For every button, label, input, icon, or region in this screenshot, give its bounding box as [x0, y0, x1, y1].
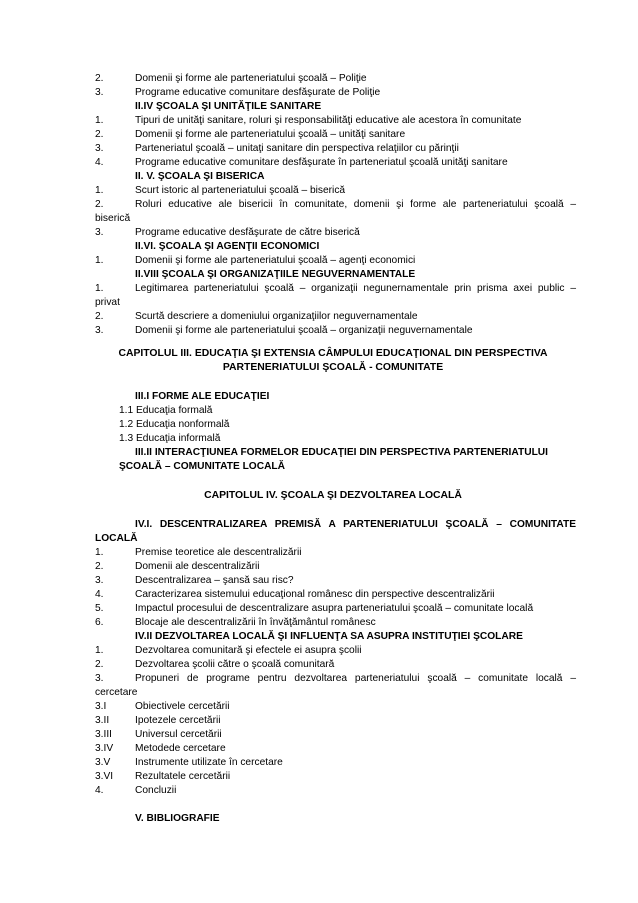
toc-text: Metodede cercetare — [135, 743, 226, 754]
toc-text: Domenii ale descentralizării — [135, 561, 260, 572]
toc-number: 3. — [95, 673, 104, 684]
section-heading: III.II INTERACŢIUNEA FORMELOR EDUCAŢIEI DIN PERSPECTIVA PARTENERIATULUI — [135, 447, 548, 458]
toc-text: Dezvoltarea comunitară şi efectele ei asupra şcolii — [135, 645, 362, 656]
chapter-title: CAPITOLUL III. EDUCAŢIA ŞI EXTENSIA CÂMPULUI EDUCAŢIONAL DIN PERSPECTIVA — [118, 348, 548, 359]
toc-number: 3.V — [95, 757, 111, 768]
toc-number: 2. — [95, 659, 104, 670]
toc-text: Obiectivele cercetării — [135, 701, 230, 712]
chapter-title: PARTENERIATULUI ŞCOALĂ - COMUNITATE — [222, 362, 444, 373]
chapter-title: CAPITOLUL IV. ŞCOALA ŞI DEZVOLTAREA LOCALĂ — [204, 490, 462, 501]
toc-text: Domenii şi forme ale parteneriatului şcoală – agenţi economici — [135, 255, 416, 266]
toc-text: 1.2 Educaţia nonformală — [119, 419, 230, 430]
section-heading: III.I FORME ALE EDUCAŢIEI — [135, 391, 270, 402]
toc-text: Ipotezele cercetării — [135, 715, 221, 726]
toc-number: 1. — [95, 115, 104, 126]
toc-text: 1.1 Educaţia formală — [119, 405, 213, 416]
toc-number: 3.I — [95, 701, 107, 712]
toc-number: 2. — [95, 199, 104, 210]
section-heading: II.VI. ŞCOALA ŞI AGENŢII ECONOMICI — [135, 241, 320, 252]
toc-text: Descentralizarea – şansă sau risc? — [135, 575, 294, 586]
toc-text: Scurt istoric al parteneriatului şcoală – biserică — [135, 185, 346, 196]
bibliography-heading: V. BIBLIOGRAFIE — [135, 813, 220, 824]
toc-number: 3.III — [95, 729, 112, 740]
section-heading: IV.II DEZVOLTAREA LOCALĂ ŞI INFLUENŢA SA ASUPRA INSTITUŢIEI ŞCOLARE — [135, 631, 523, 642]
toc-text: Parteneriatul şcoală – unitaţi sanitare din perspectiva relaţiilor cu părinţii — [135, 143, 459, 154]
toc-number: 2. — [95, 73, 104, 84]
section-heading: LOCALĂ — [95, 533, 138, 544]
toc-number: 3.IV — [95, 743, 114, 754]
toc-number: 2. — [95, 311, 104, 322]
toc-number: 3. — [95, 143, 104, 154]
toc-text: Caracterizarea sistemului educaţional românesc din perspective descentralizării — [135, 589, 495, 600]
toc-text: Blocaje ale descentralizării în învăţământul românesc — [135, 617, 376, 628]
toc-number: 1. — [95, 283, 104, 294]
toc-number: 5. — [95, 603, 104, 614]
toc-number: 1. — [95, 645, 104, 656]
section-heading: II. V. ŞCOALA ŞI BISERICA — [135, 171, 265, 182]
toc-number: 3.VI — [95, 771, 114, 782]
toc-text-continuation: biserică — [95, 213, 131, 224]
toc-text-continuation: privat — [95, 297, 120, 308]
toc-text: Domenii şi forme ale parteneriatului şcoală – organizaţii neguvernamentale — [135, 325, 473, 336]
toc-text: Programe educative desfăşurate de către biserică — [135, 227, 360, 238]
toc-number: 3. — [95, 325, 104, 336]
toc-number: 3. — [95, 575, 104, 586]
toc-text: Concluzii — [135, 785, 177, 796]
toc-text: Domenii şi forme ale parteneriatului şcoală – unităţi sanitare — [135, 129, 406, 140]
section-heading: ŞCOALĂ – COMUNITATE LOCALĂ — [119, 461, 286, 472]
toc-text: 1.3 Educaţia informală — [119, 433, 221, 444]
toc-number: 4. — [95, 785, 104, 796]
section-heading: IV.I. DESCENTRALIZAREA PREMISĂ A PARTENERIATULUI ŞCOALĂ – COMUNITATE — [135, 519, 576, 530]
toc-text: Domenii şi forme ale parteneriatului şcoală – Poliţie — [135, 73, 367, 84]
toc-number: 3.II — [95, 715, 110, 726]
toc-text: Tipuri de unităţi sanitare, roluri şi responsabilităţi educative ale acestora în comunitate — [135, 115, 522, 126]
toc-text-continuation: cercetare — [95, 687, 138, 698]
section-heading: II.IV ŞCOALA ŞI UNITĂŢILE SANITARE — [135, 101, 322, 112]
toc-text: Premise teoretice ale descentralizării — [135, 547, 302, 558]
toc-text: Programe educative comunitare desfăşurate de Poliţie — [135, 87, 381, 98]
toc-text: Roluri educative ale bisericii în comunitate, domenii şi forme ale parteneriatului şcoală – — [135, 199, 576, 210]
toc-text: Programe educative comunitare desfăşurate în parteneriatul şcoală unităţi sanitare — [135, 157, 508, 168]
toc-number: 2. — [95, 561, 104, 572]
section-heading: II.VIII ŞCOALA ŞI ORGANIZAŢIILE NEGUVERNAMENTALE — [135, 269, 416, 280]
toc-number: 4. — [95, 157, 104, 168]
toc-text: Instrumente utilizate în cercetare — [135, 757, 283, 768]
toc-number: 2. — [95, 129, 104, 140]
toc-text: Scurtă descriere a domeniului organizaţiilor neguvernamentale — [135, 311, 418, 322]
toc-number: 1. — [95, 255, 104, 266]
toc-number: 3. — [95, 87, 104, 98]
toc-text: Impactul procesului de descentralizare asupra parteneriatului şcoală – comunitate locală — [135, 603, 534, 614]
toc-text: Dezvoltarea şcolii către o şcoală comunitară — [135, 659, 335, 670]
toc-text: Rezultatele cercetării — [135, 771, 231, 782]
toc-number: 4. — [95, 589, 104, 600]
toc-number: 1. — [95, 185, 104, 196]
toc-number: 6. — [95, 617, 104, 628]
toc-text: Legitimarea parteneriatului şcoală – organizaţii negunernamentale prin prisma axei public – — [135, 283, 576, 294]
toc-text: Propuneri de programe pentru dezvoltarea parteneriatului şcoală – comunitate locală – — [135, 673, 576, 684]
toc-text: Universul cercetării — [135, 729, 222, 740]
toc-number: 3. — [95, 227, 104, 238]
toc-number: 1. — [95, 547, 104, 558]
